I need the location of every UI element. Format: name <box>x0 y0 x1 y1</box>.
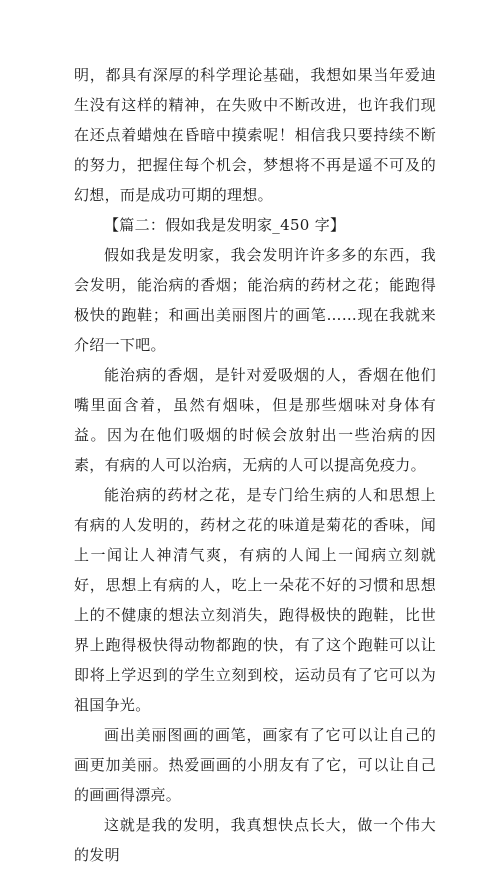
section-heading: 【篇二：假如我是发明家_450 字】 <box>104 216 346 234</box>
document-body <box>74 60 436 870</box>
paragraph-5: 这就是我的发明，我真想快点长大，做一个伟大的发明 <box>74 816 436 864</box>
paragraph-1: 假如我是发明家，我会发明许许多多的东西，我会发明，能治病的香烟；能治病的药材之花；能跑得极快的跑鞋；和画出美丽图片的画笔……现在我就来介绍一下吧。 <box>74 246 436 354</box>
paragraph-2: 能治病的香烟，是针对爱吸烟的人，香烟在他们嘴里面含着，虽然有烟味，但是那些烟味对身体有益。因为在他们吸烟的时候会放射出一些治病的因素，有病的人可以治病，无病的人可以提高免疫力。 <box>74 366 436 474</box>
paragraph-4: 画出美丽图画的画笔，画家有了它可以让自己的画更加美丽。热爱画画的小朋友有了它，可以让自己的画画得漂亮。 <box>74 726 436 804</box>
intro-continuation-paragraph: 明，都具有深厚的科学理论基础，我想如果当年爱迪生没有这样的精神，在失败中不断改进，也许我们现在还点着蜡烛在昏暗中摸索呢！相信我只要持续不断的努力，把握住每个机会，梦想将不再是遥不可及的幻想，而是成功可期的理想。 <box>74 66 436 204</box>
paragraph-3: 能治病的药材之花，是专门给生病的人和思想上有病的人发明的，药材之花的味道是菊花的香味，闻上一闻让人神清气爽，有病的人闻上一闻病立刻就好，思想上有病的人，吃上一朵花不好的习惯和思想上的不健康的想法立刻消失，跑得极快的跑鞋，比世界上跑得极快得动物都跑的快，有了这个跑鞋可以让即将上学迟到的学生立刻到校，运动员有了它可以为祖国争光。 <box>74 486 436 714</box>
